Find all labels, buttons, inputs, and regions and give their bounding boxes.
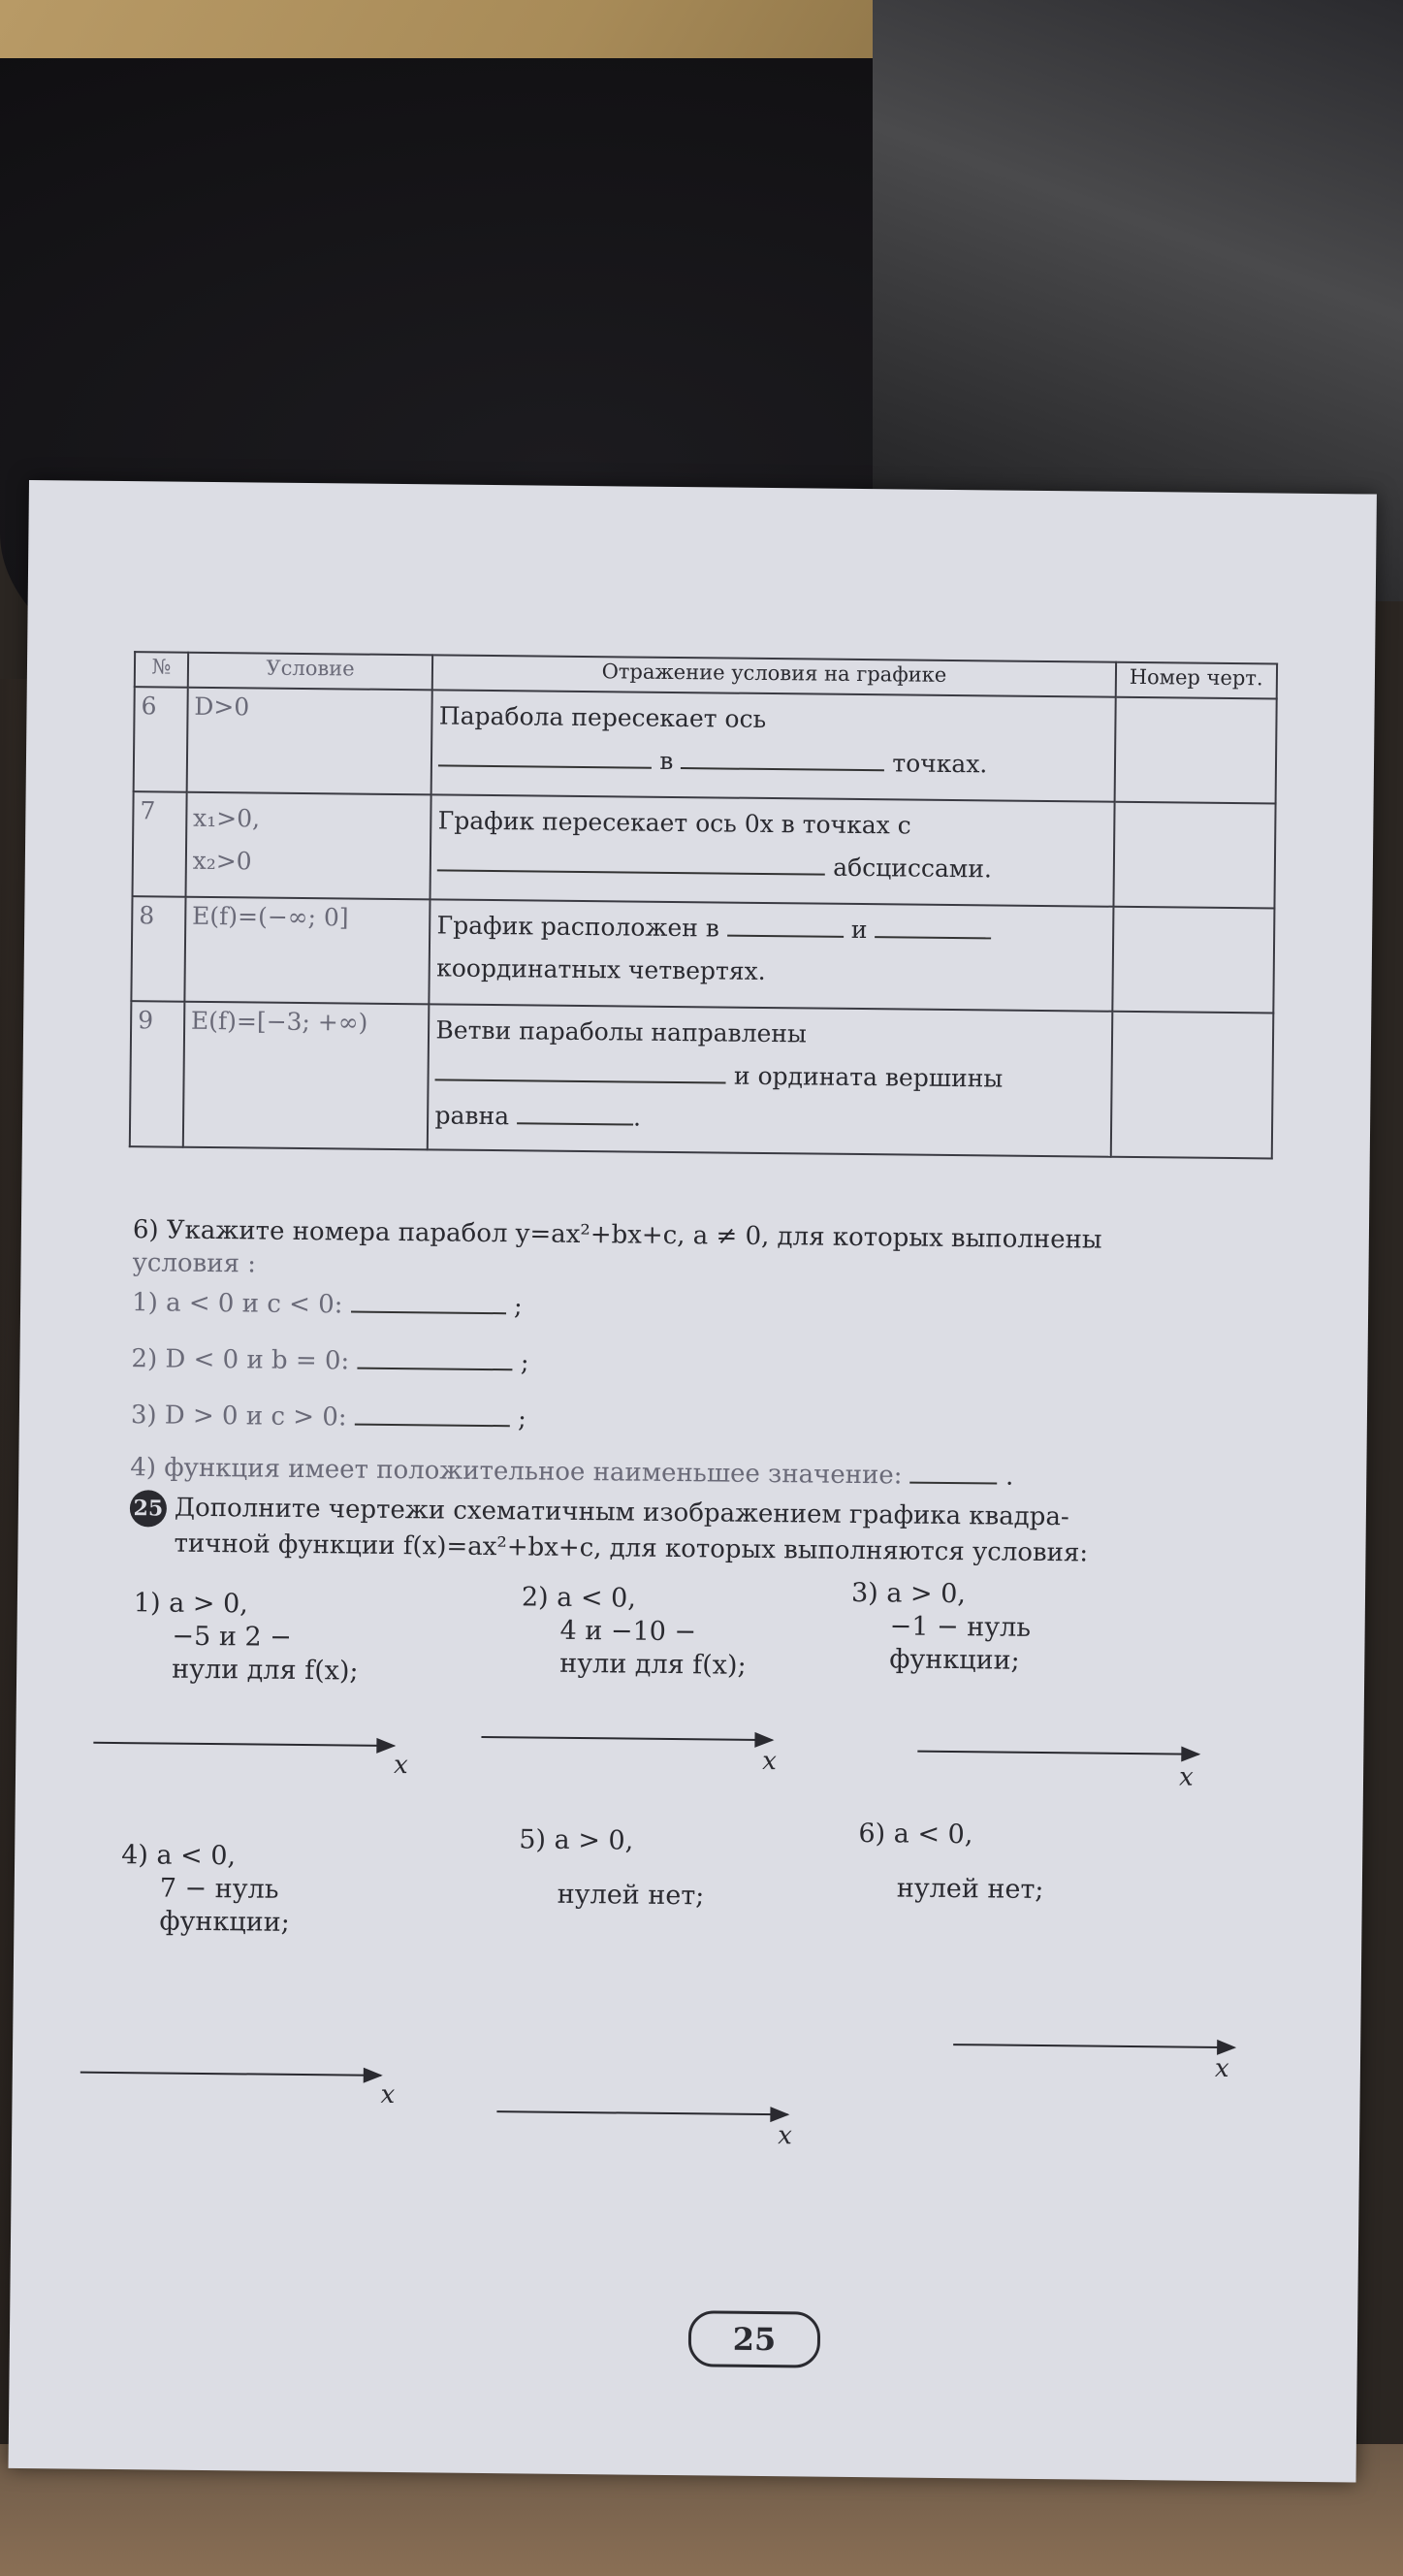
task25-title [129,1490,1293,1572]
row-condition [185,792,431,900]
condition-text: D>0 [194,692,250,722]
task6-title-line1: 6) Укажите номера парабол y=ax²+bx+c, a ≠ 0, для которых выполнены [132,1215,1102,1255]
item-line: 1) a > 0, [133,1588,248,1620]
condition-text: x₂>0 [192,846,252,876]
task6-item-end: . [1004,1462,1014,1492]
task6-title [132,1213,1277,1291]
task25-title-line1: Дополните чертежи схематичным изображением графика квадра- [174,1493,1069,1532]
answer-blank [875,935,991,939]
task25-item-6 [858,1818,1045,1907]
text-line: Парабола пересекает ось [438,701,767,733]
answer-blank [681,766,884,771]
item-line: функции; [159,1906,290,1938]
answer-blank [351,1310,506,1315]
task6-item-label: 2) D < 0 и b = 0: [131,1344,350,1376]
page-number: 25 [688,2310,821,2367]
item-line: −1 − нуль [889,1611,1032,1643]
text-fragment: точках. [892,749,988,779]
header-num: № [135,652,188,688]
text-fragment: . [632,1103,642,1132]
header-reflection: Отражение условия на графике [432,655,1115,696]
row-text [430,899,1113,1011]
text-line: координатных четвертях. [436,953,766,985]
answer-blank [517,1121,633,1125]
task25-item-4 [120,1839,290,1940]
row-drawing-number [1113,802,1276,909]
row-condition [183,1002,430,1150]
row-drawing-number [1110,1012,1273,1159]
task-number-badge: 25 [130,1490,167,1527]
workbook-page [9,480,1377,2482]
answer-blank [438,763,652,768]
row-num: 9 [130,1001,184,1147]
table-row [131,896,1274,1013]
row-num: 7 [133,791,187,897]
item-line: нули для f(x); [172,1654,359,1687]
item-line: 4 и −10 − [559,1615,697,1648]
item-line: 7 − нуль [159,1873,279,1905]
x-axis-6 [953,2044,1234,2048]
task6-item-label: 4) функция имеет положительное наименьшее значение: [130,1453,903,1491]
item-line: нулей нет; [896,1873,1044,1906]
row-drawing-number [1114,697,1277,804]
x-axis-label-1: x [393,1751,408,1781]
text-fragment: и ордината вершины [733,1061,1004,1093]
text-fragment: в [659,746,674,775]
x-axis-label-5: x [778,2121,792,2151]
x-axis-label-3: x [1178,1762,1194,1792]
condition-text: E(f)=[−3; +∞) [190,1006,368,1037]
text-line: Ветви параболы направлены [435,1015,808,1048]
item-line: 4) a < 0, [120,1840,237,1872]
task6-item-label: 3) D > 0 и c > 0: [130,1401,347,1433]
text-line [436,904,1106,953]
task25-title-line2: тичной функции f(x)=ax²+bx+c, для которых выполняются условия: [174,1529,1089,1568]
text-fragment: абсциссами. [833,853,993,884]
task25-item-5 [519,1823,706,1913]
table-row [130,1001,1274,1158]
task6-item-label: 1) a < 0 и c < 0: [131,1288,343,1320]
answer-blank [357,1367,512,1371]
item-line: 6) a < 0, [858,1819,973,1851]
row-text [431,690,1115,801]
table-row [133,791,1276,908]
row-condition [186,688,432,795]
x-axis-5 [496,2110,787,2115]
text-line: График пересекает ось 0x в точках с [437,806,911,840]
task25-item-3 [850,1577,1031,1678]
row-drawing-number [1112,907,1275,1014]
x-axis-1 [93,1742,394,1747]
row-num: 6 [134,687,188,792]
x-axis-label-6: x [1214,2053,1229,2084]
row-text [428,1004,1112,1156]
task25-item-2 [521,1581,747,1682]
text-line [437,842,1107,891]
x-axis-4 [80,2072,381,2077]
text-line [434,1094,1104,1143]
item-line: 5) a > 0, [519,1824,634,1856]
task6-item [131,1342,528,1379]
task6-item-end: ; [517,1404,527,1434]
row-text [430,794,1114,906]
text-line [435,1051,1105,1101]
condition-text: x₁>0, [192,803,261,833]
item-line: нули для f(x); [559,1648,747,1681]
task6-item [132,1286,523,1323]
item-line: 3) a > 0, [850,1577,967,1610]
text-line [438,737,1108,787]
row-num: 8 [131,896,185,1002]
task25-item-1 [133,1587,359,1688]
item-line: 2) a < 0, [521,1582,637,1614]
answer-blank [435,1078,726,1083]
row-condition [184,897,430,1005]
condition-text: E(f)=(−∞; 0] [191,901,349,932]
text-fragment: и [850,915,868,945]
header-drawing-number: Номер черт. [1115,662,1277,699]
answer-blank [727,934,844,938]
task6-item-end: ; [520,1348,529,1378]
answer-blank [437,868,825,875]
answer-blank [910,1481,998,1485]
task6-item [130,1451,1013,1494]
conditions-table [129,651,1278,1159]
table-row [134,687,1277,803]
item-line: нулей нет; [557,1879,705,1912]
header-condition: Условие [188,653,433,691]
text-fragment: График расположен в [436,911,720,943]
text-fragment: равна [434,1101,510,1131]
x-axis-3 [917,1751,1198,1755]
task6-title-line2: условия : [132,1248,257,1279]
task6-item-end: ; [513,1292,523,1322]
x-axis-2 [481,1736,772,1741]
item-line: функции; [889,1644,1020,1676]
x-axis-label-4: x [380,2079,396,2110]
x-axis-label-2: x [762,1746,778,1777]
answer-blank [355,1423,510,1428]
item-line: −5 и 2 − [172,1621,293,1653]
task6-item [131,1399,526,1435]
